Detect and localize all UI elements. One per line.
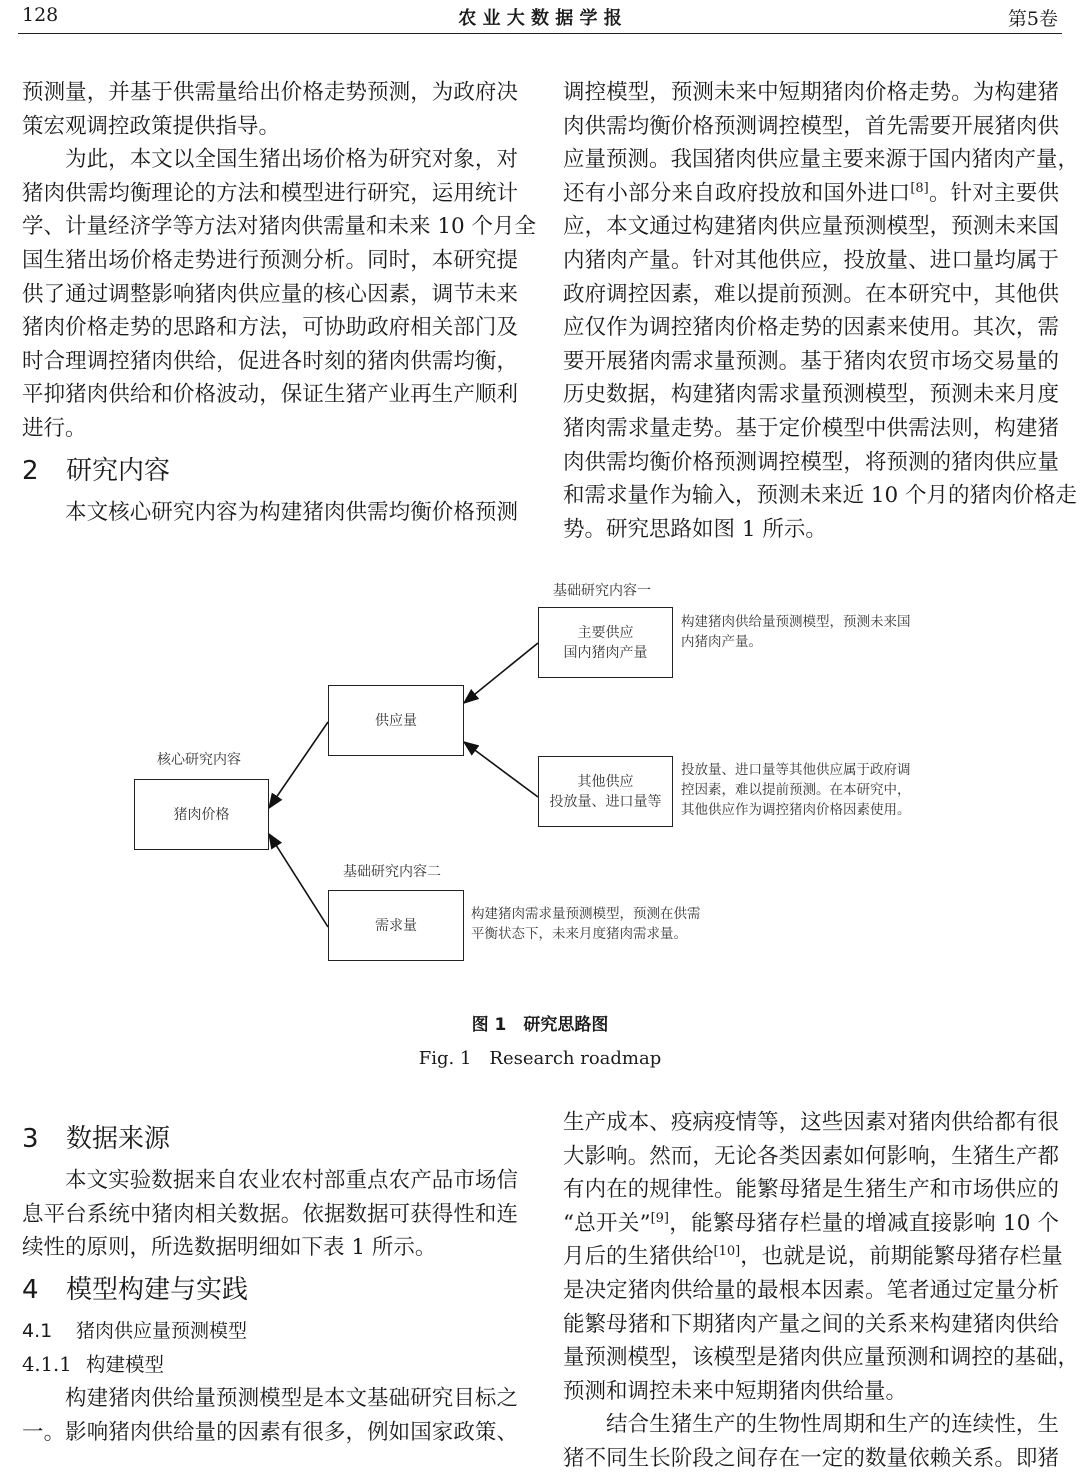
text-line: 猪肉价格走势的思路和方法，可协助政府相关部门及 [22,315,518,341]
text-line: 供了通过调整影响猪肉供应量的核心因素，调节未来 [22,281,518,307]
text-line: 要开展猪肉需求量预测。基于猪肉农贸市场交易量的 [563,348,1059,374]
text-line: 平抑猪肉供给和价格波动，保证生猪产业再生产顺利 [22,382,518,408]
text-line: 政府调控因素，难以提前预测。在本研究中，其他供 [563,281,1059,307]
text-line: 有内在的规律性。能繁母猪是生猪生产和市场供应的 [563,1177,1059,1203]
supply-box [328,685,464,756]
demand-box [328,890,464,961]
basic-research-label-2: 基础研究内容二 [343,864,441,880]
text-line: 应量预测。我国猪肉供应量主要来源于国内猪肉产量， [563,147,1080,173]
citation-ref: [9] [650,1210,670,1226]
page-number: 128 [22,4,59,26]
section-title: 模型构建与实践 [66,1274,249,1305]
text-line: 时合理调控猪肉供给，促进各时刻的猪肉供需均衡， [22,348,518,374]
text-line: 构建猪肉供给量预测模型是本文基础研究目标之 [65,1385,518,1411]
section-number: 3 [22,1124,39,1154]
note-line: 构建猪肉需求量预测模型，预测在供需 [471,906,701,922]
note-other-supply [681,760,911,820]
section-number: 4 [22,1274,39,1305]
text-line: 猪肉需求量走势。基于定价模型中供需法则，构建猪 [563,415,1059,441]
text-line: 为此，本文以全国生猪出场价格为研究对象，对 [65,147,518,173]
note-demand [471,904,701,944]
note-line: 其他供应作为调控猪肉价格因素使用。 [681,802,911,818]
figure-caption-en: Fig. 1 Research roadmap [418,1048,662,1069]
section-title: 猪肉供应量预测模型 [76,1319,248,1342]
text-line: 内猪肉产量。针对其他供应，投放量、进口量均属于 [563,247,1059,273]
bottom-right-column [563,1106,1080,1476]
core-research-label: 核心研究内容 [157,752,241,768]
section-title: 构建模型 [86,1353,165,1377]
text-line: 应仅作为调控猪肉价格走势的因素来使用。其次，需 [563,315,1059,341]
pork-price-box [134,779,269,850]
section-number: 4.1 [22,1319,53,1342]
arrow-main-to-supply [464,643,538,703]
text-line: 一。影响猪肉供给量的因素有很多，例如国家政策、 [22,1419,518,1445]
text-line: 势。研究思路如图 1 所示。 [563,516,827,542]
text-line: 肉供需均衡价格预测调控模型，将预测的猪肉供应量 [563,449,1059,475]
text-line: 还有小部分来自政府投放和国外进口[8]。针对主要供 [563,180,1059,206]
text-line: 结合生猪生产的生物性周期和生产的连续性，生 [606,1412,1059,1438]
box-line: 需求量 [375,917,417,934]
text-line: 调控模型，预测未来中短期猪肉价格走势。为构建猪 [563,80,1059,105]
text-line: 学、计量经济学等方法对猪肉供需量和未来 10 个月全 [22,214,537,240]
section-number: 2 [22,455,39,486]
section-title: 研究内容 [66,455,171,486]
note-line: 控因素，难以提前预测。在本研究中， [681,782,911,798]
text-line: 策宏观调控政策提供指导。 [22,113,281,139]
volume-label: 第5卷 [1007,8,1058,30]
section-title: 数据来源 [66,1124,171,1154]
text-line: 大影响。然而，无论各类因素如何影响，生猪生产都 [563,1143,1059,1169]
text-line: 息平台系统中猪肉相关数据。依据数据可获得性和连 [22,1201,518,1227]
box-line: 投放量、进口量等 [549,793,662,810]
box-line: 国内猪肉产量 [563,644,648,661]
section-4-1-heading [22,1315,518,1349]
note-line: 内猪肉产量。 [681,634,762,650]
text-line: 预测和调控未来中短期猪肉供给量。 [563,1378,908,1404]
text-line: 猪肉供需均衡理论的方法和模型进行研究，运用统计 [22,180,518,206]
text-line: 续性的原则，所选数据明细如下表 1 所示。 [22,1235,437,1261]
text-line: 进行。 [22,415,87,441]
note-line: 构建猪肉供给量预测模型，预测未来国 [681,614,911,630]
box-line: 猪肉价格 [173,806,230,823]
journal-title: 农 业 大 数 据 学 报 [458,8,622,29]
bottom-left-column [22,1114,518,1449]
paragraph [22,1164,518,1265]
section-4-1-1-heading [22,1348,518,1382]
text-line: 本文核心研究内容为构建猪肉供需均衡价格预测 [65,499,518,525]
text-line: 量预测模型，该模型是猪肉供应量预测和调控的基础， [563,1345,1080,1371]
box-line: 主要供应 [577,624,634,641]
box-line: 其他供应 [577,773,634,790]
note-line: 投放量、进口量等其他供应属于政府调 [681,762,911,778]
text-line: 和需求量作为输入，预测未来近 10 个月的猪肉价格走 [563,483,1078,509]
other-supply-box [538,756,673,827]
text-line: 月后的生猪供给[10]，也就是说，前期能繁母猪存栏量 [563,1244,1063,1270]
citation-ref: [10] [713,1244,741,1260]
text-line: “总开关”[9]，能繁母猪存栏量的增减直接影响 10 个 [563,1210,1060,1236]
box-line: 供应量 [375,712,417,729]
arrow-supply-to-price [269,722,328,808]
paragraph [22,1382,518,1449]
text-line: 肉供需均衡价格预测调控模型，首先需要开展猪肉供 [563,113,1059,139]
section-4-heading [22,1265,518,1315]
text-line: 历史数据，构建猪肉需求量预测模型，预测未来月度 [563,382,1059,408]
basic-research-label-1: 基础研究内容一 [553,583,651,599]
text-line: 猪不同生长阶段之间存在一定的数量依赖关系。即猪 [563,1445,1059,1471]
figure-caption-cn: 图 1 研究思路图 [471,1015,609,1035]
citation-ref: [8] [910,180,929,196]
note-line: 平衡状态下，未来月度猪肉需求量。 [471,926,687,942]
text-line: 国生猪出场价格走势进行预测分析。同时，本研究提 [22,247,518,273]
arrow-demand-to-price [269,834,328,927]
text-line: 本文实验数据来自农业农村部重点农产品市场信 [65,1168,518,1193]
main-supply-box [538,607,673,678]
arrow-other-to-supply [464,742,538,797]
section-3-heading [22,1114,518,1164]
text-line: 应，本文通过构建猪肉供应量预测模型，预测未来国 [563,214,1059,240]
text-line: 生产成本、疫病疫情等，这些因素对猪肉供给都有很 [563,1110,1059,1135]
text-line: 能繁母猪和下期猪肉产量之间的关系来构建猪肉供给 [563,1311,1059,1337]
note-main-supply [681,612,911,652]
paragraphs [563,1106,1080,1476]
text-line: 预测量，并基于供需量给出价格走势预测，为政府决 [22,80,518,105]
text-line: 是决定猪肉供给量的最根本因素。笔者通过定量分析 [563,1277,1059,1303]
section-number: 4.1.1 [22,1353,72,1377]
